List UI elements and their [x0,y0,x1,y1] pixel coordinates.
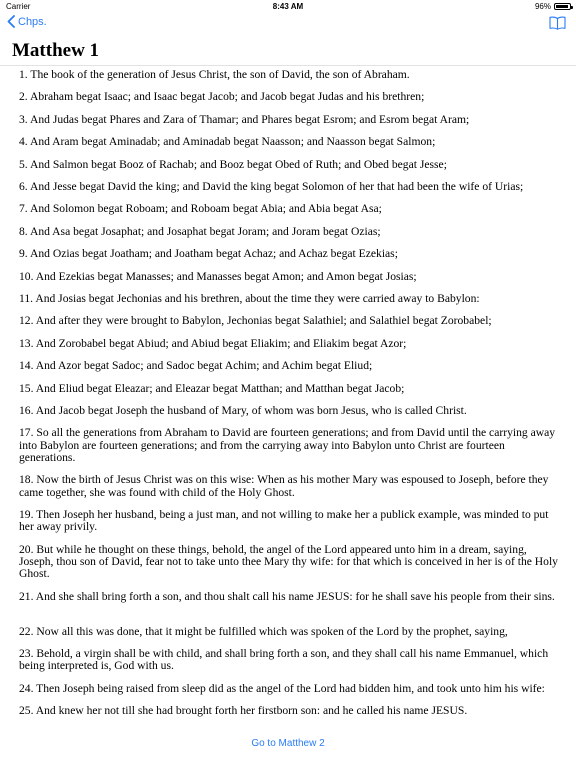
book-button[interactable] [549,16,566,35]
status-bar [0,0,576,13]
verse-5: 5. And Salmon begat Booz of Rachab; and Booz begat Obed of Ruth; and Obed begat Jesse; [19,157,447,171]
back-button[interactable] [7,15,47,28]
verse-16: 16. And Jacob begat Joseph the husband of Mary, of whom was born Jesus, who is called Christ. [19,404,467,417]
verse-2: 2. Abraham begat Isaac; and Isaac begat Jacob; and Jacob begat Judas and his brethren; [19,90,425,104]
verse-9: 9. And Ozias begat Joatham; and Joatham begat Achaz; and Achaz begat Ezekias; [19,247,398,261]
battery-icon [554,3,571,10]
clock: 8:43 AM [272,2,304,11]
verse-21: 21. And she shall bring forth a son, and thou shalt call his name JESUS: for he shall save his people from their sins. [19,589,555,603]
verse-8: 8. And Asa begat Josaphat; and Josaphat begat Joram; and Joram begat Ozias; [19,224,381,238]
verse-24: 24. Then Joseph being raised from sleep did as the angel of the Lord had bidden him, and took unto him his wife: [19,681,545,695]
battery-status [535,2,571,11]
chevron-left-icon [7,15,15,28]
open-book-icon [549,16,566,30]
verse-18: 18. Now the birth of Jesus Christ was on this wise: When as his mother Mary was espoused to Joseph, before they came together, she was found with child of the Holy Ghost. [19,473,549,499]
navigation-bar [0,13,576,35]
verse-13: 13. And Zorobabel begat Abiud; and Abiud begat Eliakim; and Eliakim begat Azor; [19,336,407,350]
verse-11: 11. And Josias begat Jechonias and his brethren, about the time they were carried away to Babylon: [19,292,480,305]
verse-7: 7. And Solomon begat Roboam; and Roboam begat Abia; and Abia begat Asa; [19,202,382,216]
verse-10: 10. And Ezekias begat Manasses; and Manasses begat Amon; and Amon begat Josias; [19,269,417,283]
verse-14: 14. And Azor begat Sadoc; and Sadoc begat Achim; and Achim begat Eliud; [19,359,373,373]
next-chapter-link[interactable]: Go to Matthew 2 [251,738,325,749]
verse-22: 22. Now all this was done, that it might be fulfilled which was spoken of the Lord by the prophet, saying, [19,624,508,638]
verse-6: 6. And Jesse begat David the king; and David the king begat Solomon of her that had been the wife of Urias; [19,180,524,193]
verse-3: 3. And Judas begat Phares and Zara of Thamar; and Phares begat Esrom; and Esrom begat Aram; [19,112,470,126]
verse-12: 12. And after they were brought to Babylon, Jechonias begat Salathiel; and Salathiel begat Zorobabel; [19,314,492,328]
carrier-label: Carrier [6,2,31,11]
header-divider [0,65,576,66]
verse-25: 25. And knew her not till she had brought forth her firstborn son: and he called his name JESUS. [19,704,468,717]
verse-19: 19. Then Joseph her husband, being a just man, and not willing to make her a publick example, was minded to put her away privily. [19,508,549,534]
verse-15: 15. And Eliud begat Eleazar; and Eleazar begat Matthan; and Matthan begat Jacob; [19,381,405,395]
verse-4: 4. And Aram begat Aminadab; and Aminadab begat Naasson; and Naasson begat Salmon; [19,135,436,149]
battery-percent: 96% [534,2,551,11]
back-button-label: Chps. [18,15,47,28]
verse-23: 23. Behold, a virgin shall be with child, and shall bring forth a son, and they shall call his name Emmanuel, which being interpreted is, God with us. [19,646,549,673]
verse-20: 20. But while he thought on these things, behold, the angel of the Lord appeared unto him in a dream, saying, Joseph, thou son of David, fear not to take unto thee Mary thy wife: for that which is conceived in her is of the Holy Ghost. [19,542,558,581]
chapter-title: Matthew 1 [12,40,100,61]
verse-17: 17. So all the generations from Abraham to David are fourteen generations; and from David until the carrying away into Babylon are fourteen generations; and from the carrying away into Babylon unto Christ are fourteen generations. [19,426,556,464]
verse-1: 1. The book of the generation of Jesus Christ, the son of David, the son of Abraham. [19,68,410,81]
battery-fill [556,5,568,8]
